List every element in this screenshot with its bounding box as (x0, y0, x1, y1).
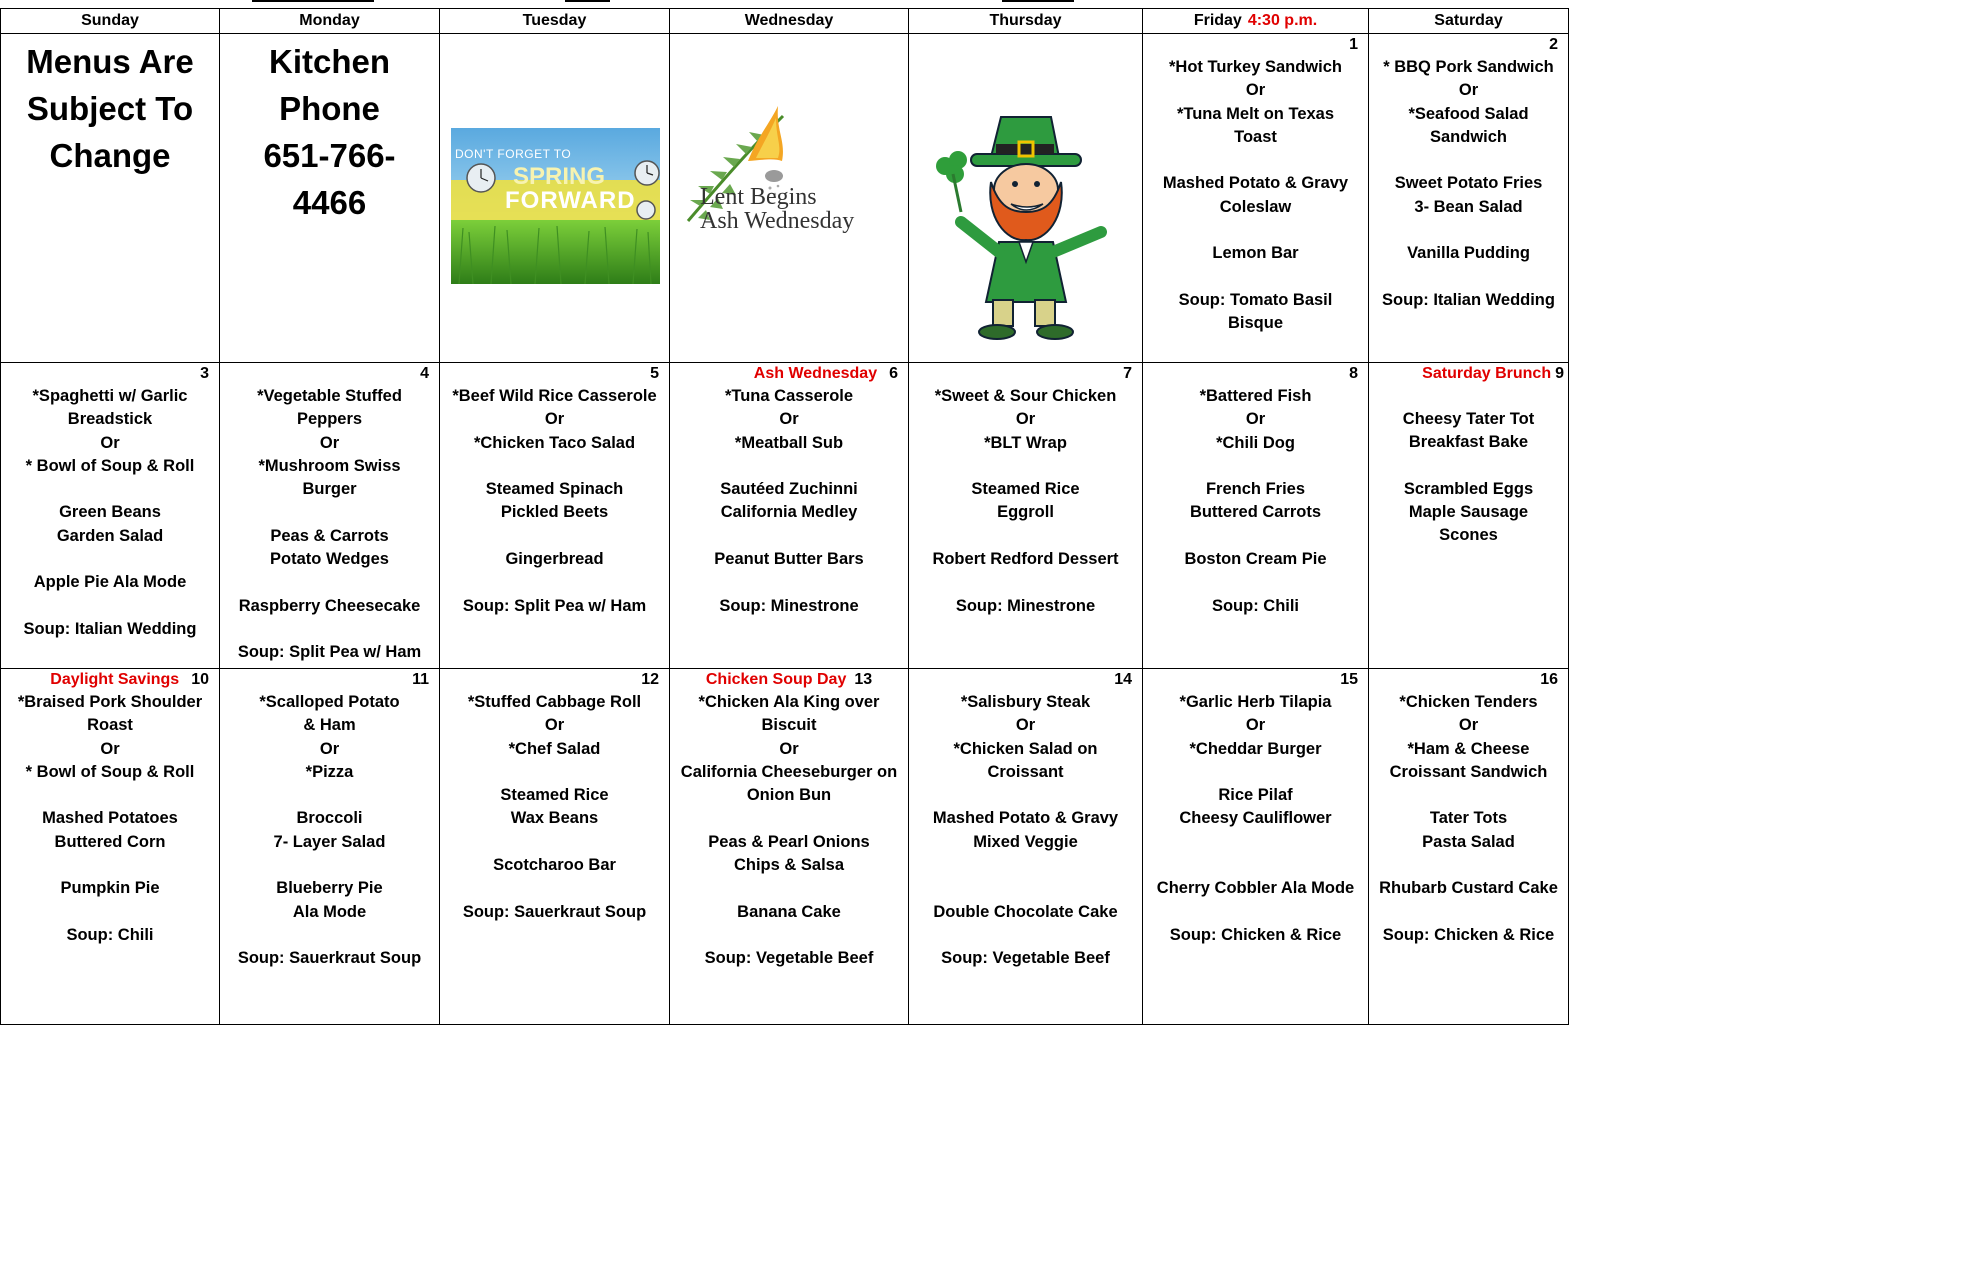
header-monday: Monday (220, 9, 440, 34)
lent-ash-wednesday-image (678, 106, 903, 266)
day-number-row (440, 669, 669, 691)
header-tuesday: Tuesday (440, 9, 670, 34)
day-cell (1369, 34, 1569, 363)
event-label: Ash Wednesday (753, 365, 878, 382)
kitchen-phone-note: Kitchen Phone 651-766- 4466 (263, 43, 396, 221)
day-cell (440, 669, 670, 1025)
day-cell (1143, 669, 1369, 1025)
day-cell (909, 34, 1143, 363)
day-cell (220, 34, 440, 363)
lent-line2: Ash Wednesday (700, 208, 855, 234)
day-menu: *Braised Pork Shoulder Roast Or * Bowl of Soup & Roll Mashed Potatoes Buttered Corn Pumpkin Pie Soup: Chili (17, 693, 203, 944)
day-number: 2 (1549, 36, 1558, 53)
day-number: 5 (650, 365, 659, 382)
day-menu: *Hot Turkey Sandwich Or *Tuna Melt on Texas Toast Mashed Potato & Gravy Coleslaw Lemon Bar Soup: Tomato Basil Bisque (1162, 58, 1349, 333)
day-cell (909, 363, 1143, 669)
spring-forward-line2: SPRING (513, 163, 606, 190)
day-cell (1369, 669, 1569, 1025)
day-cell (1369, 363, 1569, 669)
shamrock-icon (936, 151, 967, 212)
day-number: 4 (420, 365, 429, 382)
day-cell (1, 669, 220, 1025)
day-menu: *Vegetable Stuffed Peppers Or *Mushroom Swiss Burger Peas & Carrots Potato Wedges Raspberry Cheesecake Soup: Split Pea w/ Ham (237, 387, 422, 662)
event-label: Saturday Brunch (1422, 365, 1552, 382)
menu-calendar (0, 8, 1569, 1025)
day-cell (440, 34, 670, 363)
day-number-row (220, 669, 439, 691)
day-cell (1143, 34, 1369, 363)
title-underline (565, 0, 610, 2)
day-menu: *Salisbury Steak Or *Chicken Salad on Croissant Mashed Potato & Gravy Mixed Veggie Double Chocolate Cake Soup: Vegetable Beef (932, 693, 1119, 968)
day-number: 3 (200, 365, 209, 382)
header-friday-label: Friday (1193, 12, 1242, 29)
day-number-row (1, 669, 219, 691)
header-thursday: Thursday (909, 9, 1143, 34)
menus-subject-note: Menus Are Subject To Change (26, 43, 194, 174)
day-cell (1143, 363, 1369, 669)
day-number: 1 (1349, 36, 1358, 53)
day-menu: *Garlic Herb Tilapia Or *Cheddar Burger Rice Pilaf Cheesy Cauliflower Cherry Cobbler Ala Mode Soup: Chicken & Rice (1156, 693, 1355, 944)
lent-line1: Lent Begins (700, 184, 817, 210)
day-menu: *Spaghetti w/ Garlic Breadstick Or * Bowl of Soup & Roll Green Beans Garden Salad Apple Pie Ala Mode Soup: Italian Wedding (23, 387, 197, 638)
day-number-row (1, 363, 219, 385)
header-friday (1143, 9, 1369, 34)
title-underline (1002, 0, 1074, 2)
week-row (1, 34, 1569, 363)
title-underline (252, 0, 374, 2)
day-number: 10 (191, 671, 209, 688)
day-cell (1, 363, 220, 669)
day-number-row (909, 363, 1142, 385)
day-number: 7 (1123, 365, 1132, 382)
day-number-row (1143, 363, 1368, 385)
header-sunday: Sunday (1, 9, 220, 34)
week-row (1, 669, 1569, 1025)
day-menu: *Beef Wild Rice Casserole Or *Chicken Taco Salad Steamed Spinach Pickled Beets Gingerbread Soup: Split Pea w/ Ham (452, 387, 657, 615)
spring-forward-line1: DON'T FORGET TO (455, 147, 572, 161)
day-number-row (670, 669, 908, 691)
day-number-row (1143, 34, 1368, 56)
day-number-row (220, 363, 439, 385)
day-number: 6 (889, 365, 898, 382)
day-menu: *Sweet & Sour Chicken Or *BLT Wrap Steamed Rice Eggroll Robert Redford Dessert Soup: Minestrone (932, 387, 1119, 615)
day-cell (1, 34, 220, 363)
week-row (1, 363, 1569, 669)
day-number-row (1369, 669, 1568, 691)
day-number: 12 (641, 671, 659, 688)
header-wednesday: Wednesday (670, 9, 909, 34)
day-menu: *Chicken Ala King over Biscuit Or California Cheeseburger on Onion Bun Peas & Pearl Onions Chips & Salsa Banana Cake Soup: Vegetable Beef (680, 693, 898, 968)
day-cell (220, 669, 440, 1025)
day-cell (670, 669, 909, 1025)
day-number: 9 (1555, 365, 1564, 382)
day-number-row (440, 363, 669, 385)
weekday-header-row (1, 9, 1569, 34)
spring-forward-image (451, 128, 660, 284)
day-number-row (909, 669, 1142, 691)
day-menu: *Battered Fish Or *Chili Dog French Fries Buttered Carrots Boston Cream Pie Soup: Chili (1184, 387, 1327, 615)
day-menu: *Chicken Tenders Or *Ham & Cheese Croissant Sandwich Tater Tots Pasta Salad Rhubarb Custard Cake Soup: Chicken & Rice (1379, 693, 1558, 944)
day-number: 15 (1340, 671, 1358, 688)
day-menu: *Tuna Casserole Or *Meatball Sub Sautéed Zuchinni California Medley Peanut Butter Bars Soup: Minestrone (714, 387, 864, 615)
day-number-row (1369, 34, 1568, 56)
day-cell (670, 363, 909, 669)
day-number: 13 (854, 671, 873, 688)
event-label: Daylight Savings (50, 671, 180, 688)
day-number-row (670, 363, 908, 385)
day-cell (909, 669, 1143, 1025)
day-cell (220, 363, 440, 669)
day-cell (670, 34, 909, 363)
header-saturday: Saturday (1369, 9, 1569, 34)
day-number: 11 (412, 671, 429, 688)
day-menu: *Scalloped Potato & Ham Or *Pizza Broccoli 7- Layer Salad Blueberry Pie Ala Mode Soup: Sauerkraut Soup (237, 693, 422, 968)
event-label: Chicken Soup Day (705, 671, 847, 688)
day-menu: *Stuffed Cabbage Roll Or *Chef Salad Steamed Rice Wax Beans Scotcharoo Bar Soup: Sauerkraut Soup (462, 693, 647, 921)
day-number: 14 (1114, 671, 1132, 688)
friday-time: 4:30 p.m. (1247, 12, 1318, 29)
day-number: 8 (1349, 365, 1358, 382)
spring-forward-line3: FORWARD (505, 187, 636, 214)
leprechaun-image (931, 112, 1111, 344)
day-number: 16 (1540, 671, 1558, 688)
day-menu: Cheesy Tater Tot Breakfast Bake Scrambled Eggs Maple Sausage Scones (1402, 410, 1535, 545)
day-number-row (1143, 669, 1368, 691)
day-cell (440, 363, 670, 669)
day-menu: * BBQ Pork Sandwich Or *Seafood Salad Sandwich Sweet Potato Fries 3- Bean Salad Vanilla Pudding Soup: Italian Wedding (1382, 58, 1555, 309)
day-number-row (1369, 363, 1568, 385)
